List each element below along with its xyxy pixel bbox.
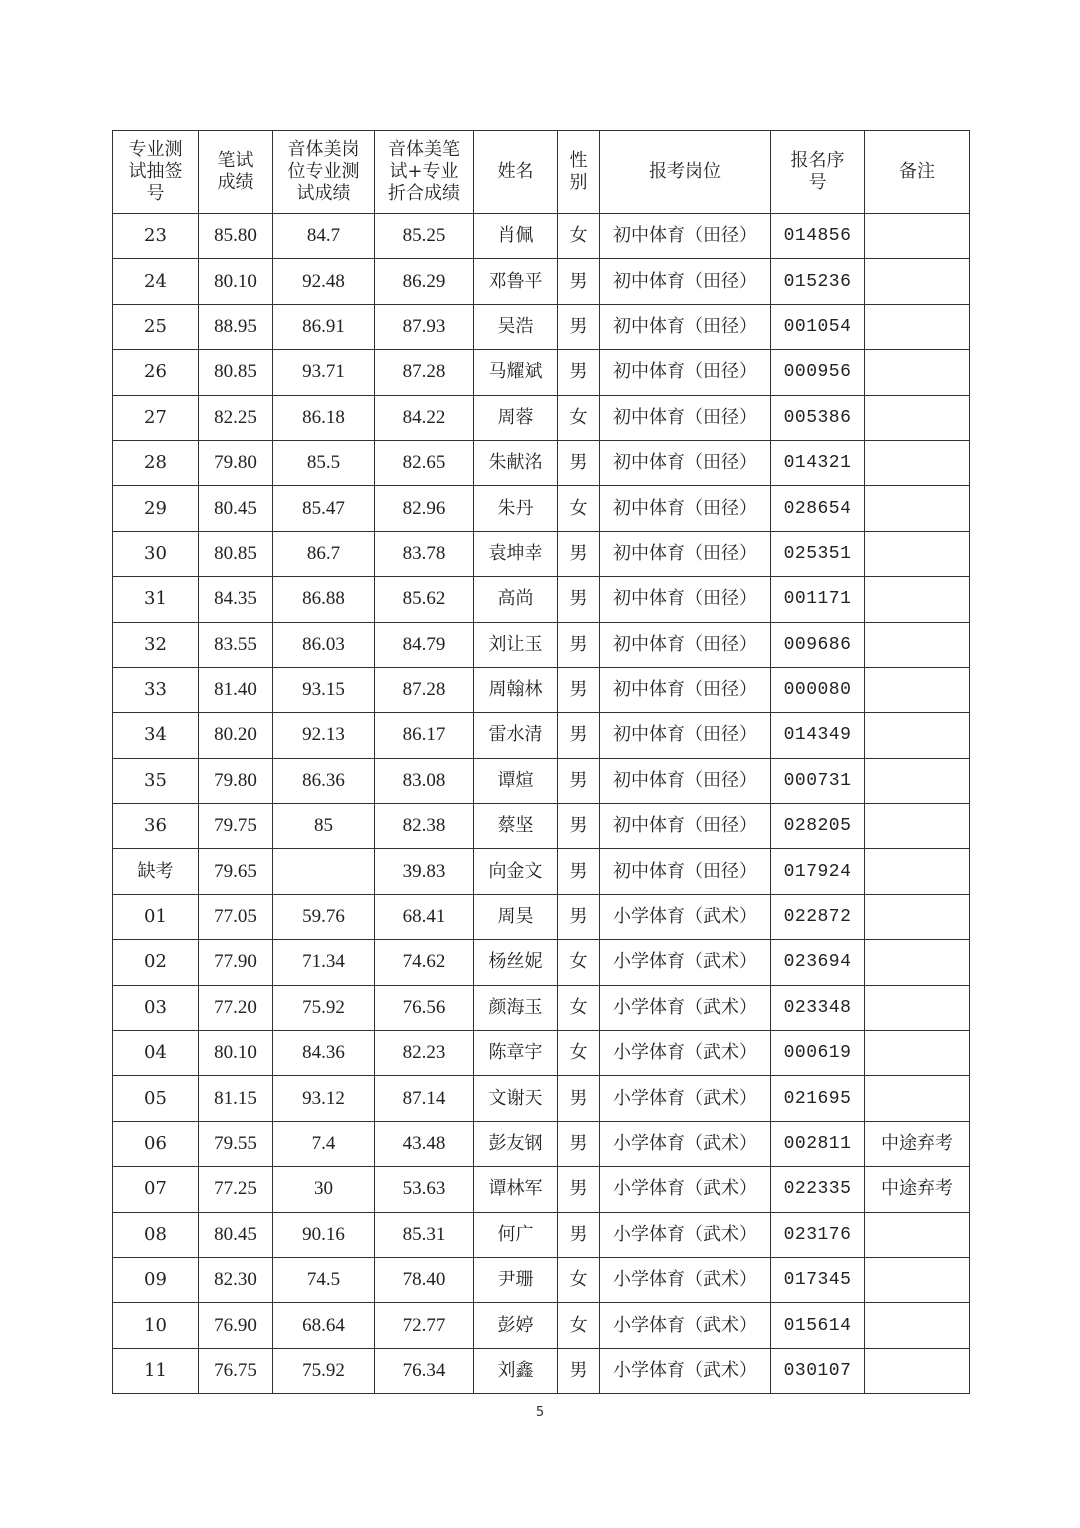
cell-lot-number: 23 xyxy=(113,214,199,259)
cell-remarks xyxy=(865,304,970,349)
cell-lot-number: 31 xyxy=(113,577,199,622)
cell-gender: 女 xyxy=(558,1257,600,1302)
cell-professional-score: 86.03 xyxy=(273,622,375,667)
cell-registration-number: 015236 xyxy=(771,259,865,304)
cell-written-score: 80.45 xyxy=(199,1212,273,1257)
cell-professional-score: 84.7 xyxy=(273,214,375,259)
cell-combined-score: 85.31 xyxy=(375,1212,474,1257)
cell-remarks xyxy=(865,486,970,531)
cell-name: 朱献洺 xyxy=(474,440,558,485)
cell-registration-number: 023348 xyxy=(771,985,865,1030)
cell-position: 小学体育（武术） xyxy=(600,985,771,1030)
cell-combined-score: 83.08 xyxy=(375,758,474,803)
cell-name: 高尚 xyxy=(474,577,558,622)
header-cell-combined-score: 音体美笔试+专业折合成绩 xyxy=(375,131,474,214)
cell-gender: 男 xyxy=(558,713,600,758)
cell-position: 初中体育（田径） xyxy=(600,304,771,349)
table-row xyxy=(113,1121,970,1166)
cell-professional-score: 7.4 xyxy=(273,1121,375,1166)
cell-written-score: 79.80 xyxy=(199,758,273,803)
cell-written-score: 79.55 xyxy=(199,1121,273,1166)
table-body xyxy=(113,214,970,1394)
cell-remarks xyxy=(865,395,970,440)
cell-position: 初中体育（田径） xyxy=(600,758,771,803)
cell-position: 初中体育（田径） xyxy=(600,259,771,304)
cell-professional-score: 93.15 xyxy=(273,667,375,712)
cell-lot-number: 36 xyxy=(113,804,199,849)
table-row xyxy=(113,1303,970,1348)
cell-position: 初中体育（田径） xyxy=(600,849,771,894)
cell-written-score: 81.40 xyxy=(199,667,273,712)
cell-combined-score: 82.65 xyxy=(375,440,474,485)
header-cell-remarks: 备注 xyxy=(865,131,970,214)
cell-combined-score: 82.96 xyxy=(375,486,474,531)
cell-combined-score: 84.22 xyxy=(375,395,474,440)
cell-combined-score: 43.48 xyxy=(375,1121,474,1166)
cell-lot-number: 27 xyxy=(113,395,199,440)
table-row xyxy=(113,1257,970,1302)
cell-written-score: 76.75 xyxy=(199,1348,273,1393)
cell-written-score: 80.85 xyxy=(199,531,273,576)
cell-combined-score: 87.28 xyxy=(375,667,474,712)
cell-name: 颜海玉 xyxy=(474,985,558,1030)
cell-lot-number: 08 xyxy=(113,1212,199,1257)
header-cell-name: 姓名 xyxy=(474,131,558,214)
cell-lot-number: 34 xyxy=(113,713,199,758)
table-row xyxy=(113,304,970,349)
cell-name: 陈章宇 xyxy=(474,1031,558,1076)
cell-remarks xyxy=(865,1303,970,1348)
cell-remarks xyxy=(865,531,970,576)
cell-written-score: 80.10 xyxy=(199,259,273,304)
cell-name: 何广 xyxy=(474,1212,558,1257)
cell-name: 雷水清 xyxy=(474,713,558,758)
cell-professional-score: 59.76 xyxy=(273,894,375,939)
cell-combined-score: 72.77 xyxy=(375,1303,474,1348)
header-cell-registration-number: 报名序号 xyxy=(771,131,865,214)
cell-registration-number: 001171 xyxy=(771,577,865,622)
cell-gender: 女 xyxy=(558,940,600,985)
cell-remarks xyxy=(865,804,970,849)
cell-combined-score: 86.29 xyxy=(375,259,474,304)
cell-gender: 男 xyxy=(558,667,600,712)
cell-remarks: 中途弃考 xyxy=(865,1121,970,1166)
cell-position: 小学体育（武术） xyxy=(600,1212,771,1257)
cell-registration-number: 017345 xyxy=(771,1257,865,1302)
cell-written-score: 81.15 xyxy=(199,1076,273,1121)
cell-written-score: 80.20 xyxy=(199,713,273,758)
cell-name: 文谢天 xyxy=(474,1076,558,1121)
cell-position: 初中体育（田径） xyxy=(600,804,771,849)
cell-combined-score: 87.28 xyxy=(375,350,474,395)
table-row xyxy=(113,577,970,622)
cell-professional-score: 93.71 xyxy=(273,350,375,395)
cell-professional-score: 75.92 xyxy=(273,1348,375,1393)
cell-remarks xyxy=(865,985,970,1030)
cell-professional-score: 86.91 xyxy=(273,304,375,349)
cell-name: 吴浩 xyxy=(474,304,558,349)
cell-gender: 男 xyxy=(558,304,600,349)
cell-remarks xyxy=(865,577,970,622)
table-row xyxy=(113,713,970,758)
cell-remarks xyxy=(865,1031,970,1076)
cell-registration-number: 025351 xyxy=(771,531,865,576)
table-row xyxy=(113,1212,970,1257)
cell-position: 初中体育（田径） xyxy=(600,214,771,259)
cell-combined-score: 39.83 xyxy=(375,849,474,894)
cell-combined-score: 85.62 xyxy=(375,577,474,622)
cell-combined-score: 84.79 xyxy=(375,622,474,667)
table-row xyxy=(113,894,970,939)
cell-registration-number: 014321 xyxy=(771,440,865,485)
cell-registration-number: 015614 xyxy=(771,1303,865,1348)
cell-registration-number: 021695 xyxy=(771,1076,865,1121)
table-row xyxy=(113,1348,970,1393)
cell-remarks xyxy=(865,849,970,894)
cell-remarks xyxy=(865,440,970,485)
cell-registration-number: 028205 xyxy=(771,804,865,849)
cell-name: 刘鑫 xyxy=(474,1348,558,1393)
cell-professional-score: 84.36 xyxy=(273,1031,375,1076)
cell-position: 小学体育（武术） xyxy=(600,1303,771,1348)
cell-written-score: 77.90 xyxy=(199,940,273,985)
cell-lot-number: 33 xyxy=(113,667,199,712)
cell-gender: 女 xyxy=(558,1303,600,1348)
cell-registration-number: 000619 xyxy=(771,1031,865,1076)
cell-name: 周翰林 xyxy=(474,667,558,712)
cell-written-score: 82.25 xyxy=(199,395,273,440)
cell-combined-score: 68.41 xyxy=(375,894,474,939)
cell-position: 初中体育（田径） xyxy=(600,440,771,485)
cell-position: 小学体育（武术） xyxy=(600,1257,771,1302)
cell-name: 马耀斌 xyxy=(474,350,558,395)
header-cell-gender: 性别 xyxy=(558,131,600,214)
cell-gender: 男 xyxy=(558,804,600,849)
cell-name: 朱丹 xyxy=(474,486,558,531)
cell-combined-score: 87.14 xyxy=(375,1076,474,1121)
cell-professional-score: 86.88 xyxy=(273,577,375,622)
cell-lot-number: 29 xyxy=(113,486,199,531)
cell-remarks xyxy=(865,758,970,803)
cell-lot-number: 09 xyxy=(113,1257,199,1302)
cell-position: 初中体育（田径） xyxy=(600,531,771,576)
cell-lot-number: 35 xyxy=(113,758,199,803)
cell-registration-number: 014349 xyxy=(771,713,865,758)
cell-gender: 女 xyxy=(558,1031,600,1076)
cell-position: 小学体育（武术） xyxy=(600,1121,771,1166)
cell-professional-score: 93.12 xyxy=(273,1076,375,1121)
cell-name: 彭婷 xyxy=(474,1303,558,1348)
cell-combined-score: 86.17 xyxy=(375,713,474,758)
cell-lot-number: 32 xyxy=(113,622,199,667)
cell-position: 小学体育（武术） xyxy=(600,894,771,939)
table-row xyxy=(113,486,970,531)
cell-professional-score: 68.64 xyxy=(273,1303,375,1348)
cell-remarks xyxy=(865,622,970,667)
cell-combined-score: 87.93 xyxy=(375,304,474,349)
cell-name: 邓鲁平 xyxy=(474,259,558,304)
cell-name: 谭煊 xyxy=(474,758,558,803)
table-row xyxy=(113,849,970,894)
cell-position: 初中体育（田径） xyxy=(600,350,771,395)
table-row xyxy=(113,1167,970,1212)
cell-position: 初中体育（田径） xyxy=(600,713,771,758)
cell-lot-number: 10 xyxy=(113,1303,199,1348)
header-row xyxy=(113,131,970,214)
table-row xyxy=(113,259,970,304)
cell-registration-number: 000956 xyxy=(771,350,865,395)
cell-gender: 男 xyxy=(558,1121,600,1166)
cell-position: 小学体育（武术） xyxy=(600,1031,771,1076)
cell-position: 初中体育（田径） xyxy=(600,486,771,531)
cell-written-score: 80.45 xyxy=(199,486,273,531)
cell-registration-number: 000080 xyxy=(771,667,865,712)
cell-written-score: 82.30 xyxy=(199,1257,273,1302)
cell-lot-number: 26 xyxy=(113,350,199,395)
cell-written-score: 85.80 xyxy=(199,214,273,259)
cell-gender: 女 xyxy=(558,985,600,1030)
cell-professional-score: 86.36 xyxy=(273,758,375,803)
cell-combined-score: 82.23 xyxy=(375,1031,474,1076)
cell-lot-number: 02 xyxy=(113,940,199,985)
cell-position: 小学体育（武术） xyxy=(600,1167,771,1212)
table-row xyxy=(113,667,970,712)
cell-written-score: 88.95 xyxy=(199,304,273,349)
cell-registration-number: 014856 xyxy=(771,214,865,259)
cell-written-score: 77.20 xyxy=(199,985,273,1030)
cell-remarks: 中途弃考 xyxy=(865,1167,970,1212)
cell-lot-number: 07 xyxy=(113,1167,199,1212)
table-row xyxy=(113,1031,970,1076)
cell-written-score: 80.85 xyxy=(199,350,273,395)
cell-remarks xyxy=(865,350,970,395)
cell-name: 肖佩 xyxy=(474,214,558,259)
cell-name: 彭友钢 xyxy=(474,1121,558,1166)
cell-gender: 男 xyxy=(558,1348,600,1393)
score-table xyxy=(112,130,970,1394)
cell-registration-number: 023176 xyxy=(771,1212,865,1257)
table-row xyxy=(113,804,970,849)
cell-professional-score: 71.34 xyxy=(273,940,375,985)
cell-lot-number: 30 xyxy=(113,531,199,576)
table-row xyxy=(113,395,970,440)
cell-lot-number: 04 xyxy=(113,1031,199,1076)
cell-combined-score: 85.25 xyxy=(375,214,474,259)
cell-combined-score: 76.34 xyxy=(375,1348,474,1393)
cell-gender: 女 xyxy=(558,214,600,259)
cell-remarks xyxy=(865,259,970,304)
cell-written-score: 79.80 xyxy=(199,440,273,485)
cell-remarks xyxy=(865,667,970,712)
cell-combined-score: 53.63 xyxy=(375,1167,474,1212)
header-cell-professional-score: 音体美岗位专业测试成绩 xyxy=(273,131,375,214)
cell-combined-score: 78.40 xyxy=(375,1257,474,1302)
cell-combined-score: 82.38 xyxy=(375,804,474,849)
cell-professional-score xyxy=(273,849,375,894)
cell-registration-number: 001054 xyxy=(771,304,865,349)
cell-remarks xyxy=(865,1076,970,1121)
cell-professional-score: 74.5 xyxy=(273,1257,375,1302)
cell-registration-number: 030107 xyxy=(771,1348,865,1393)
cell-combined-score: 83.78 xyxy=(375,531,474,576)
table-row xyxy=(113,350,970,395)
cell-gender: 男 xyxy=(558,1076,600,1121)
header-cell-lot-number: 专业测试抽签号 xyxy=(113,131,199,214)
cell-position: 初中体育（田径） xyxy=(600,395,771,440)
cell-professional-score: 85 xyxy=(273,804,375,849)
cell-lot-number: 缺考 xyxy=(113,849,199,894)
cell-registration-number: 022335 xyxy=(771,1167,865,1212)
cell-registration-number: 017924 xyxy=(771,849,865,894)
cell-name: 向金文 xyxy=(474,849,558,894)
cell-combined-score: 74.62 xyxy=(375,940,474,985)
cell-written-score: 79.65 xyxy=(199,849,273,894)
cell-gender: 男 xyxy=(558,1167,600,1212)
cell-written-score: 77.25 xyxy=(199,1167,273,1212)
cell-professional-score: 86.18 xyxy=(273,395,375,440)
header-cell-position: 报考岗位 xyxy=(600,131,771,214)
cell-remarks xyxy=(865,1212,970,1257)
cell-position: 小学体育（武术） xyxy=(600,940,771,985)
cell-name: 周昊 xyxy=(474,894,558,939)
cell-lot-number: 24 xyxy=(113,259,199,304)
cell-registration-number: 000731 xyxy=(771,758,865,803)
cell-written-score: 76.90 xyxy=(199,1303,273,1348)
cell-position: 初中体育（田径） xyxy=(600,577,771,622)
cell-lot-number: 06 xyxy=(113,1121,199,1166)
cell-remarks xyxy=(865,894,970,939)
table-row xyxy=(113,758,970,803)
cell-gender: 男 xyxy=(558,440,600,485)
cell-gender: 男 xyxy=(558,894,600,939)
cell-written-score: 83.55 xyxy=(199,622,273,667)
cell-registration-number: 005386 xyxy=(771,395,865,440)
cell-professional-score: 86.7 xyxy=(273,531,375,576)
page-number: 5 xyxy=(535,1405,545,1420)
cell-registration-number: 009686 xyxy=(771,622,865,667)
cell-remarks xyxy=(865,214,970,259)
cell-remarks xyxy=(865,1348,970,1393)
cell-lot-number: 28 xyxy=(113,440,199,485)
cell-name: 袁坤幸 xyxy=(474,531,558,576)
table-row xyxy=(113,531,970,576)
cell-name: 谭林军 xyxy=(474,1167,558,1212)
cell-lot-number: 03 xyxy=(113,985,199,1030)
cell-registration-number: 022872 xyxy=(771,894,865,939)
cell-written-score: 80.10 xyxy=(199,1031,273,1076)
cell-name: 周蓉 xyxy=(474,395,558,440)
cell-registration-number: 002811 xyxy=(771,1121,865,1166)
cell-position: 小学体育（武术） xyxy=(600,1076,771,1121)
cell-lot-number: 25 xyxy=(113,304,199,349)
cell-combined-score: 76.56 xyxy=(375,985,474,1030)
cell-lot-number: 11 xyxy=(113,1348,199,1393)
cell-lot-number: 05 xyxy=(113,1076,199,1121)
cell-gender: 女 xyxy=(558,486,600,531)
cell-gender: 男 xyxy=(558,259,600,304)
cell-position: 小学体育（武术） xyxy=(600,1348,771,1393)
cell-professional-score: 90.16 xyxy=(273,1212,375,1257)
cell-professional-score: 85.47 xyxy=(273,486,375,531)
cell-written-score: 79.75 xyxy=(199,804,273,849)
cell-gender: 男 xyxy=(558,531,600,576)
cell-written-score: 84.35 xyxy=(199,577,273,622)
cell-professional-score: 92.13 xyxy=(273,713,375,758)
table-row xyxy=(113,622,970,667)
cell-name: 刘让玉 xyxy=(474,622,558,667)
cell-registration-number: 028654 xyxy=(771,486,865,531)
cell-lot-number: 01 xyxy=(113,894,199,939)
cell-remarks xyxy=(865,940,970,985)
cell-position: 初中体育（田径） xyxy=(600,622,771,667)
cell-gender: 女 xyxy=(558,395,600,440)
cell-gender: 男 xyxy=(558,577,600,622)
cell-gender: 男 xyxy=(558,1212,600,1257)
table-row xyxy=(113,940,970,985)
cell-professional-score: 85.5 xyxy=(273,440,375,485)
cell-name: 蔡坚 xyxy=(474,804,558,849)
cell-professional-score: 75.92 xyxy=(273,985,375,1030)
cell-remarks xyxy=(865,1257,970,1302)
table-row xyxy=(113,214,970,259)
cell-position: 初中体育（田径） xyxy=(600,667,771,712)
cell-name: 尹珊 xyxy=(474,1257,558,1302)
cell-professional-score: 92.48 xyxy=(273,259,375,304)
cell-remarks xyxy=(865,713,970,758)
cell-written-score: 77.05 xyxy=(199,894,273,939)
cell-gender: 男 xyxy=(558,849,600,894)
cell-registration-number: 023694 xyxy=(771,940,865,985)
table-row xyxy=(113,985,970,1030)
table-row xyxy=(113,1076,970,1121)
cell-gender: 男 xyxy=(558,758,600,803)
header-cell-written-score: 笔试成绩 xyxy=(199,131,273,214)
cell-gender: 男 xyxy=(558,350,600,395)
table-row xyxy=(113,440,970,485)
cell-professional-score: 30 xyxy=(273,1167,375,1212)
cell-name: 杨丝妮 xyxy=(474,940,558,985)
cell-gender: 男 xyxy=(558,622,600,667)
